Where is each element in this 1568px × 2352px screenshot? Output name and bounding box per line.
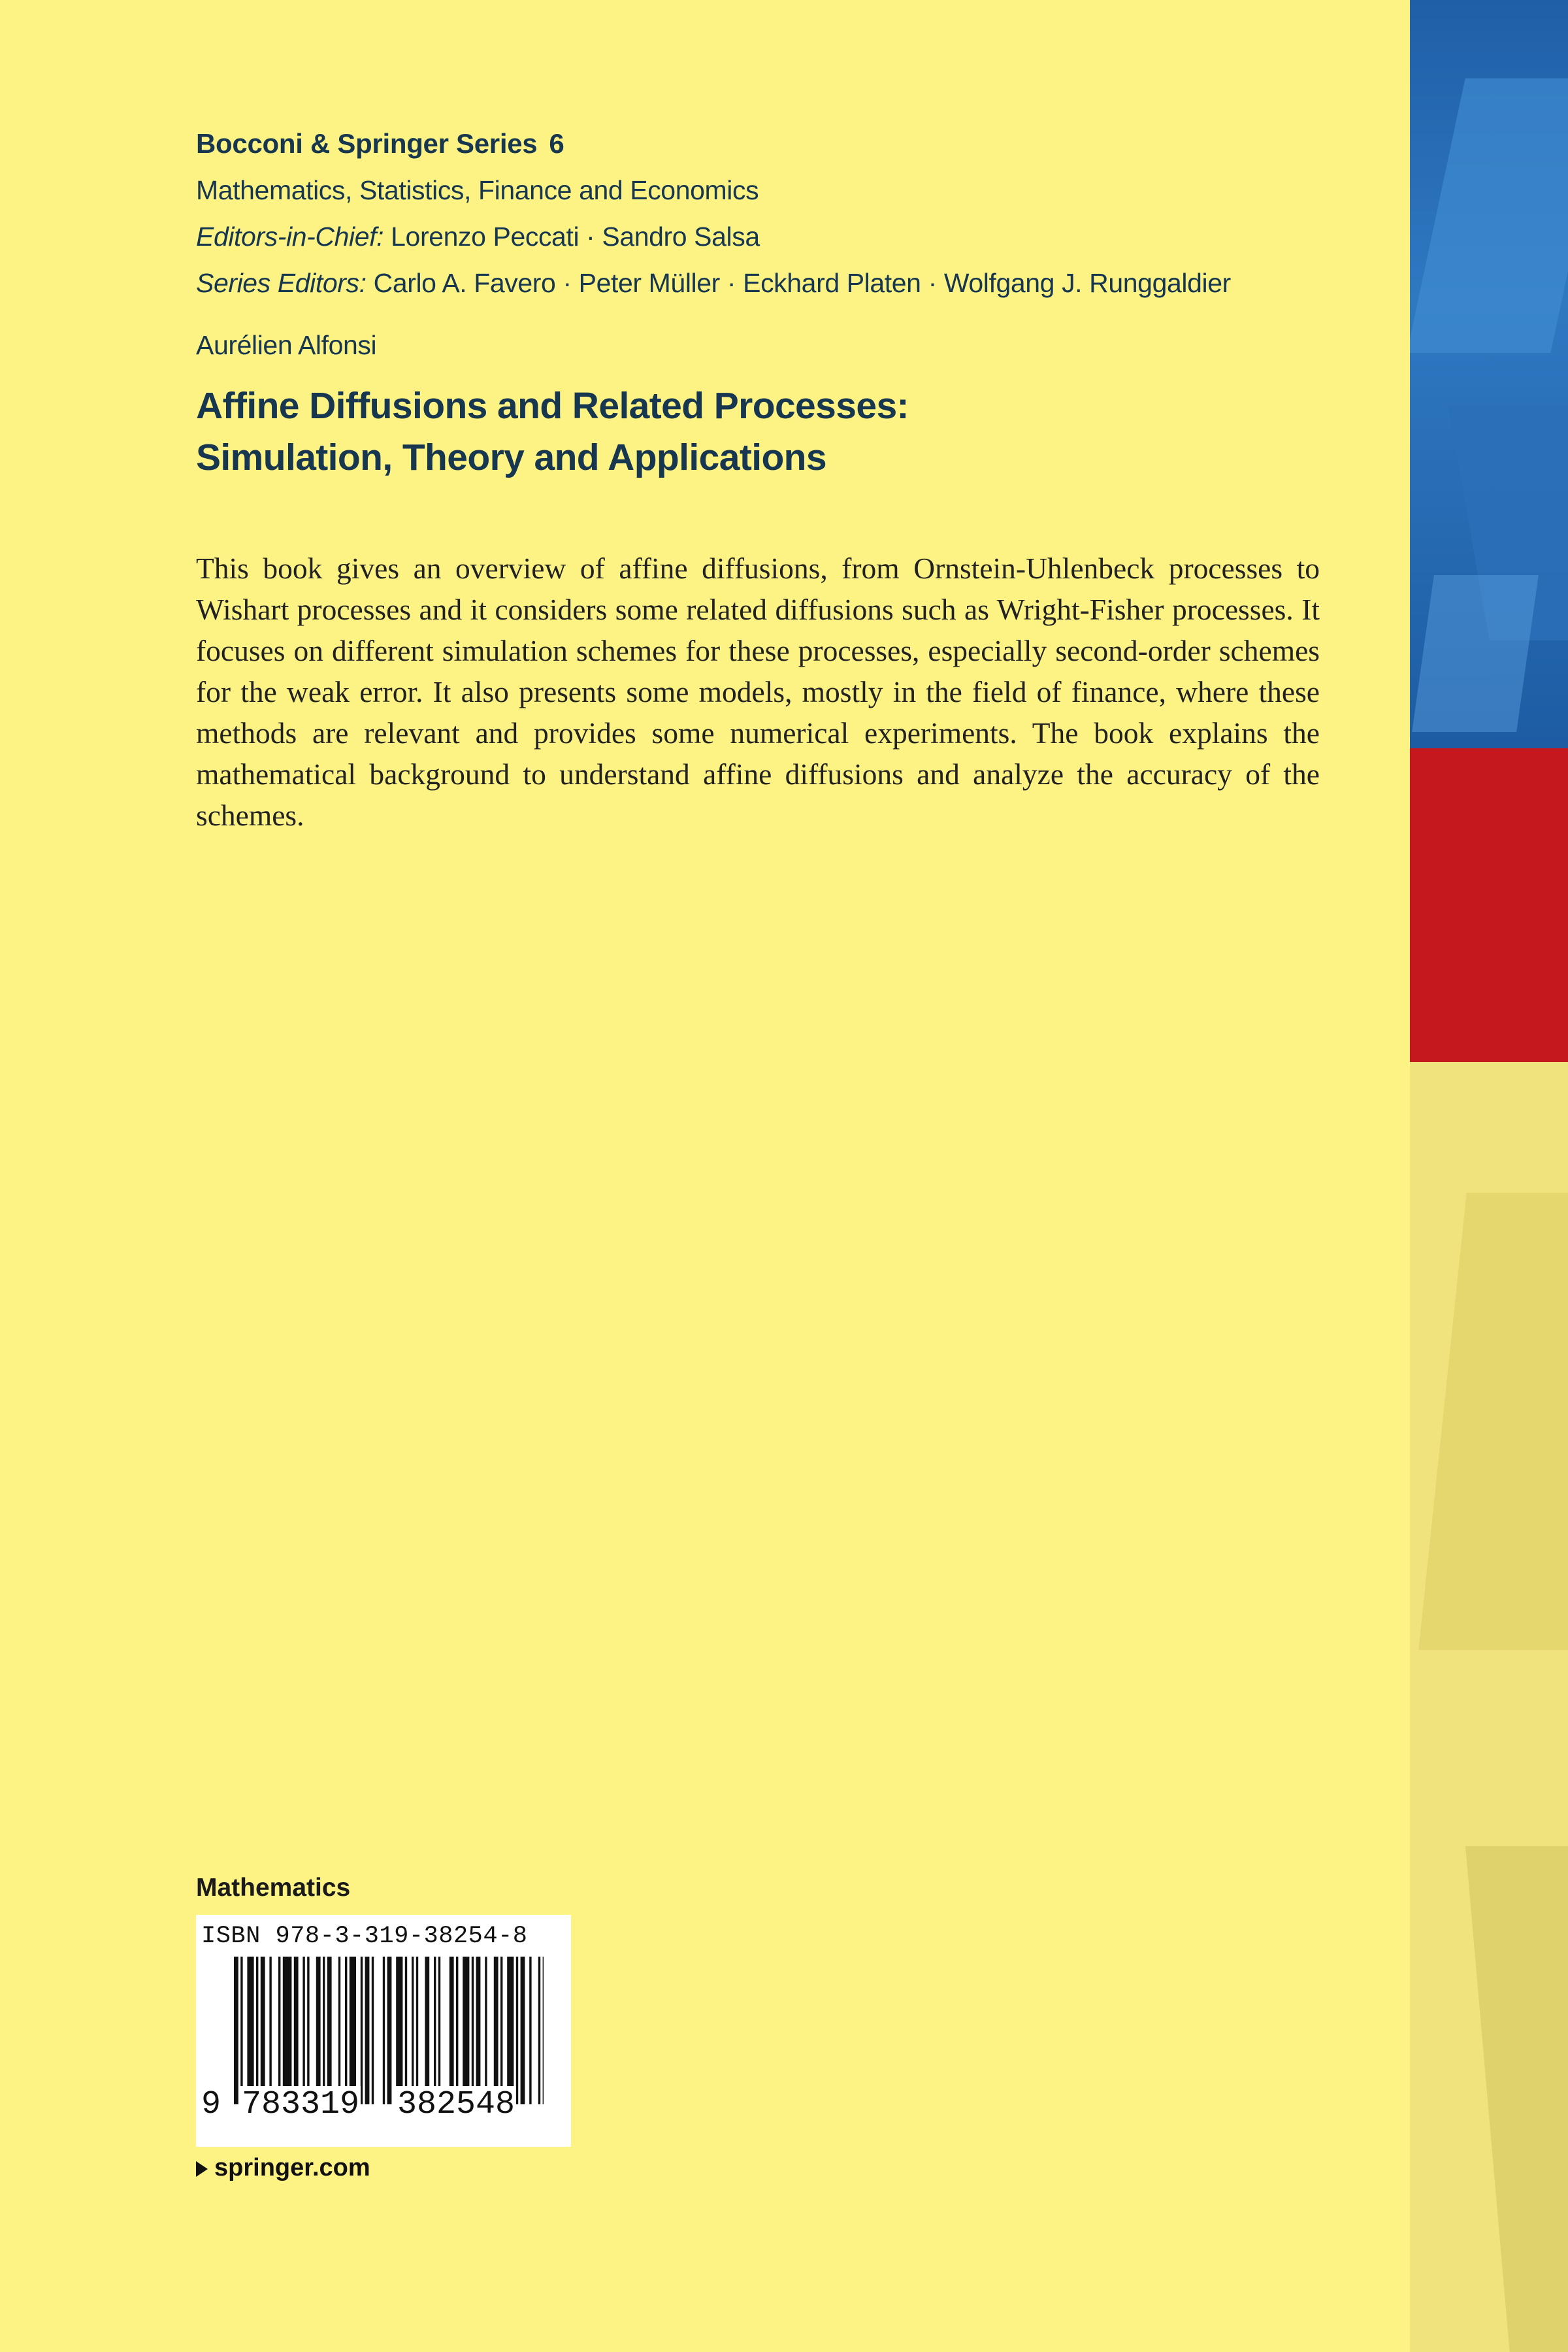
barcode-bar bbox=[316, 1957, 321, 2104]
barcode-bar bbox=[365, 1957, 370, 2104]
barcode-bar bbox=[383, 1957, 385, 2104]
barcode-bar bbox=[543, 1957, 544, 2104]
band-red-section bbox=[1410, 748, 1568, 1062]
series-editors-names: Carlo A. Favero · Peter Müller · Eckhard Platen · Wolfgang J. Runggaldier bbox=[373, 268, 1231, 298]
barcode-digits-right: 382548 bbox=[397, 2086, 515, 2123]
barcode-bar bbox=[538, 1957, 540, 2104]
barcode-bar bbox=[350, 1957, 356, 2104]
barcode-bar bbox=[463, 1957, 469, 2104]
barcode-bar bbox=[345, 1957, 347, 2104]
barcode-bar bbox=[494, 1957, 498, 2104]
barcode-bar bbox=[372, 1957, 374, 2104]
barcode-bars bbox=[234, 1957, 544, 2104]
series-number: 6 bbox=[549, 128, 564, 159]
barcode-bar bbox=[294, 1957, 299, 2104]
barcode-bar bbox=[434, 1957, 436, 2104]
barcode-bar bbox=[405, 1957, 407, 2104]
barcode-bar bbox=[438, 1957, 440, 2104]
website-text: springer.com bbox=[214, 2154, 370, 2181]
barcode-bar bbox=[449, 1957, 454, 2104]
series-title: Bocconi & Springer Series bbox=[196, 128, 538, 159]
subject-category: Mathematics bbox=[196, 1874, 351, 1902]
series-name bbox=[196, 128, 564, 159]
barcode-bar bbox=[500, 1957, 502, 2104]
book-description-text: This book gives an overview of affine diffusions, from Ornstein-Uhlenbeck processes to Wishart processes and it considers some related diffusions such as Wright-Fisher processes. It focuses on different simulation schemes for these processes, especially second-order schemes for the weak error. It also presents some models, mostly in the field of finance, where these methods are relevant and provides some numerical experiments. The book explains the mathematical background to understand affine diffusions and analyze the accuracy of the schemes. bbox=[196, 552, 1320, 832]
barcode-bar bbox=[387, 1957, 392, 2104]
barcode-bar bbox=[240, 1957, 242, 2104]
barcode-bar bbox=[516, 1957, 518, 2104]
barcode-bar bbox=[412, 1957, 414, 2104]
barcode-bar bbox=[361, 1957, 363, 2104]
barcode-digit-first: 9 bbox=[201, 2086, 221, 2123]
series-subtitle: Mathematics, Statistics, Finance and Economics bbox=[196, 175, 759, 205]
band-blue-section bbox=[1410, 0, 1568, 748]
barcode-bar bbox=[472, 1957, 474, 2104]
barcode-bar bbox=[327, 1957, 332, 2104]
book-description bbox=[196, 548, 1320, 836]
band-yellow-section bbox=[1410, 1062, 1568, 2352]
barcode-bar bbox=[338, 1957, 340, 2104]
barcode-bar bbox=[425, 1957, 429, 2104]
barcode-digits bbox=[200, 2086, 566, 2132]
barcode-bar bbox=[247, 1957, 253, 2104]
barcode-bar bbox=[283, 1957, 292, 2104]
publisher-website bbox=[196, 2154, 370, 2182]
barcode-bar bbox=[278, 1957, 280, 2104]
barcode-bar bbox=[476, 1957, 481, 2104]
book-title bbox=[196, 380, 909, 484]
book-author: Aurélien Alfonsi bbox=[196, 330, 377, 360]
series-editors-label: Series Editors: bbox=[196, 268, 367, 298]
barcode-bar bbox=[507, 1957, 514, 2104]
isbn-barcode bbox=[196, 1915, 571, 2147]
decorative-color-band bbox=[1410, 0, 1568, 2352]
editors-in-chief bbox=[196, 222, 760, 252]
barcode-bar bbox=[485, 1957, 487, 2104]
editors-in-chief-names: Lorenzo Peccati · Sandro Salsa bbox=[391, 222, 760, 252]
barcode-bar bbox=[529, 1957, 531, 2104]
book-title-line1: Affine Diffusions and Related Processes: bbox=[196, 385, 909, 427]
barcode-digits-left: 783319 bbox=[242, 2086, 360, 2123]
barcode-bar bbox=[261, 1957, 265, 2104]
arrow-right-icon bbox=[196, 2161, 208, 2177]
barcode-bar bbox=[396, 1957, 402, 2104]
barcode-bar bbox=[234, 1957, 238, 2104]
editors-in-chief-label: Editors-in-Chief: bbox=[196, 222, 384, 252]
barcode-bar bbox=[323, 1957, 325, 2104]
series-editors bbox=[196, 268, 1231, 299]
barcode-bar bbox=[307, 1957, 309, 2104]
barcode-bar bbox=[521, 1957, 525, 2104]
barcode-bar bbox=[256, 1957, 258, 2104]
barcode-bar bbox=[456, 1957, 458, 2104]
book-title-line2: Simulation, Theory and Applications bbox=[196, 437, 826, 478]
barcode-bar bbox=[269, 1957, 271, 2104]
barcode-bar bbox=[302, 1957, 304, 2104]
isbn-text: ISBN 978-3-319-38254-8 bbox=[201, 1923, 528, 1950]
barcode-bar bbox=[416, 1957, 418, 2104]
